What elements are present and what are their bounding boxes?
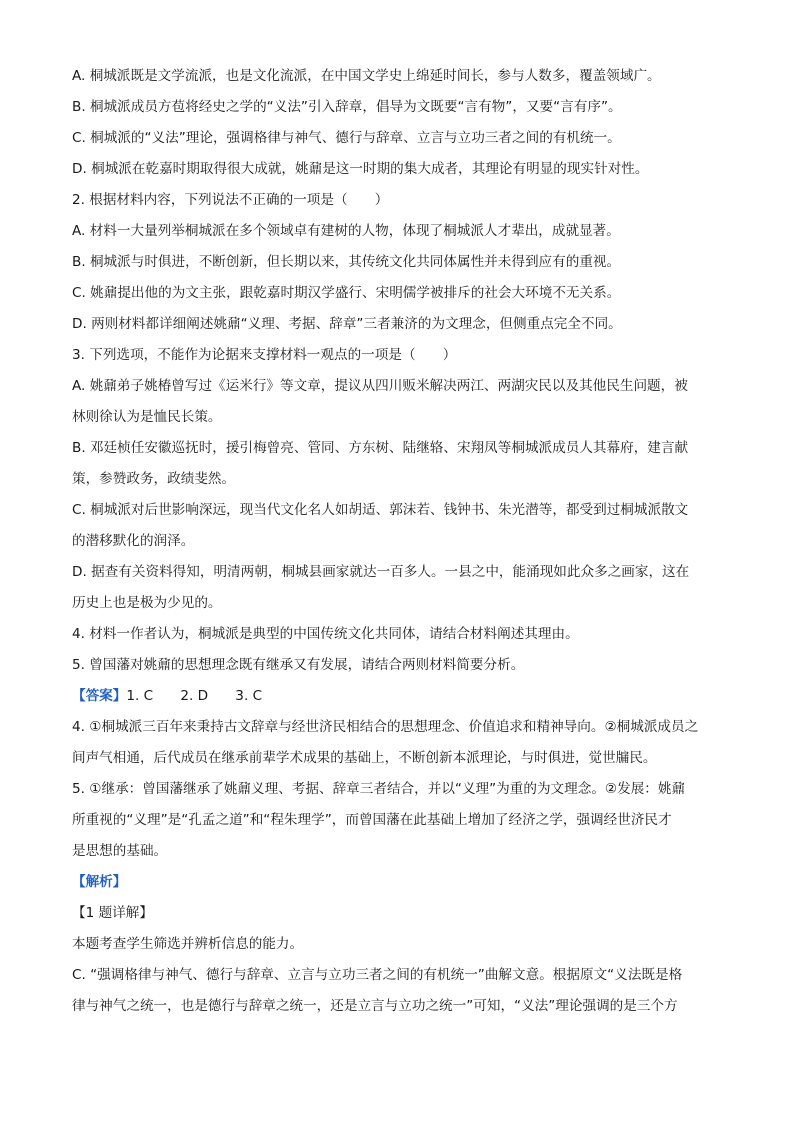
answer-line — [72, 686, 722, 706]
answer-5-line: 5. ①继承：曾国藩继承了姚鼐义理、考据、辞章三者结合，并以“义理”为重的为文理念。②发展：姚鼐 — [72, 781, 686, 797]
q1-option-b: B. 桐城派成员方苞将经史之学的“义法”引入辞章，倡导为文既要“言有物”，又要“言有序”。 — [72, 99, 622, 115]
q3-option-line: 策，参赞政务，政绩斐然。 — [72, 471, 236, 487]
analysis-line: 律与神气之统一，也是德行与辞章之统一，还是立言与立功之统一”可知，“义法”理论强调的是三个方 — [72, 998, 678, 1014]
answer-choices: 1. C 2. D 3. C — [126, 688, 263, 704]
q3-stem: 3. 下列选项，不能作为论据来支撑材料一观点的一项是（ ） — [72, 347, 457, 363]
q1-option-d: D. 桐城派在乾嘉时期取得很大成就，姚鼐是这一时期的集大成者，其理论有明显的现实针对性。 — [72, 161, 649, 177]
q3-option-line: A. 姚鼐弟子姚椿曾写过《运米行》等文章，提议从四川贩米解决两江、两湖灾民以及其他民生问题，被 — [72, 378, 688, 394]
q4-stem: 4. 材料一作者认为，桐城派是典型的中国传统文化共同体，请结合材料阐述其理由。 — [72, 626, 579, 642]
q2-stem: 2. 根据材料内容，下列说法不正确的一项是（ ） — [72, 192, 389, 208]
q3-option-line: 林则徐认为是恤民长策。 — [72, 409, 222, 425]
q3-option-line: C. 桐城派对后世影响深远，现当代文化名人如胡适、郭沫若、钱钟书、朱光潜等，都受到过桐城派散文 — [72, 502, 689, 518]
q3-option-line: 的潜移默化的润泽。 — [72, 533, 195, 549]
q3-option-line: 历史上也是极为少见的。 — [72, 595, 222, 611]
q5-stem: 5. 曾国藩对姚鼐的思想理念既有继承又有发展，请结合两则材料简要分析。 — [72, 657, 525, 673]
q2-option-d: D. 两则材料都详细阐述姚鼐“义理、考据、辞章”三者兼济的为文理念，但侧重点完全不同。 — [72, 316, 622, 332]
q1-option-c: C. 桐城派的“义法”理论，强调格律与神气、德行与辞章、立言与立功三者之间的有机统一。 — [72, 130, 621, 146]
q3-option-line: D. 据查有关资料得知，明清两朝，桐城县画家就达一百多人。一县之中，能涌现如此众多之画家，这在 — [72, 564, 690, 580]
detail-heading: 【1 题详解】 — [72, 905, 153, 921]
q2-option-b: B. 桐城派与时俱进，不断创新，但长期以来，其传统文化共同体属性并未得到应有的重视。 — [72, 254, 621, 270]
q3-option-line: B. 邓廷桢任安徽巡抚时，援引梅曾亮、管同、方东树、陆继辂、宋翔凤等桐城派成员人其幕府，建言献 — [72, 440, 689, 456]
answer-tag: 【答案】 — [72, 688, 127, 704]
answer-5-line: 是思想的基础。 — [72, 843, 168, 859]
analysis-line: 本题考查学生筛选并辨析信息的能力。 — [72, 936, 304, 952]
analysis-line: C. “强调格律与神气、德行与辞章、立言与立功三者之间的有机统一”曲解文意。根据原文“义法既是格 — [72, 967, 683, 983]
answer-4-line: 间声气相通，后代成员在继承前辈学术成果的基础上，不断创新本派理论，与时俱进，觉世牖民。 — [72, 750, 657, 766]
answer-4-line: 4. ①桐城派三百年来秉持古文辞章与经世济民相结合的思想理念、价值追求和精神导向。②桐城派成员之 — [72, 719, 699, 735]
analysis-tag: 【解析】 — [72, 874, 127, 890]
q2-option-c: C. 姚鼐提出他的为文主张，跟乾嘉时期汉学盛行、宋明儒学被排斥的社会大环境不无关系。 — [72, 285, 621, 301]
q2-option-a: A. 材料一大量列举桐城派在多个领域卓有建树的人物，体现了桐城派人才辈出，成就显著。 — [72, 223, 620, 239]
answer-5-line: 所重视的“义理”是“孔孟之道”和“程朱理学”，而曾国藩在此基础上增加了经济之学，强调经世济民才 — [72, 812, 672, 828]
q1-option-a: A. 桐城派既是文学流派，也是文化流派，在中国文学史上绵延时间长，参与人数多，覆盖领域广。 — [72, 68, 661, 84]
